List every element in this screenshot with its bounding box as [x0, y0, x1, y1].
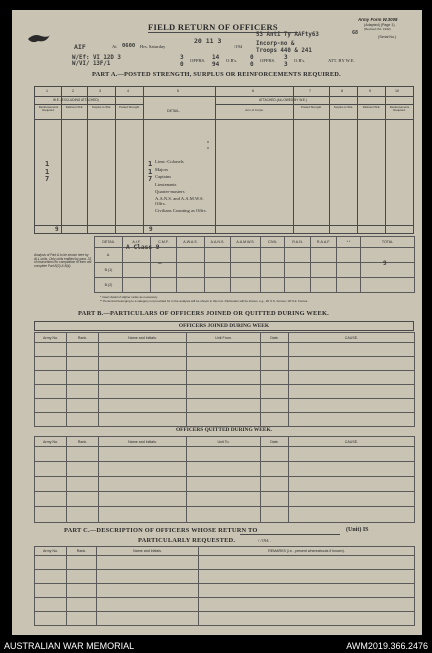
- hdr-arm: Arm of Corps.: [245, 108, 264, 112]
- ana-hdr-total: TOTAL: [361, 237, 415, 248]
- col-num-5: 5: [177, 89, 179, 93]
- col-num-2: 2: [72, 89, 74, 93]
- serial-label: (Serial No.): [378, 35, 397, 39]
- count-8: 3: [284, 61, 288, 68]
- ana-hdr-awas: A.W.A.S.: [177, 237, 205, 248]
- ana-row-a: A.: [95, 248, 123, 263]
- handwritten-serial: 68: [352, 30, 359, 36]
- unit-right-handwritten: 53 Anti Ty AAFty63: [256, 32, 319, 38]
- offrs-label: OFFRS.: [190, 58, 206, 63]
- time-handwritten: 0600: [122, 43, 136, 49]
- col1-hand-values: 1 1 7: [45, 160, 50, 184]
- ana-row-b2: B.(2): [95, 278, 123, 293]
- hdr-deficient-right: Deficient W.E.: [362, 105, 381, 109]
- form-number: Army Form W.3008: [358, 17, 398, 22]
- count-5: 0: [180, 61, 184, 68]
- hdr-reinf-right: Reinforcements Required.: [389, 105, 410, 112]
- rank-lieutenants: Lieutenants: [155, 181, 177, 187]
- quitted-hdr-cause: CAUSE.: [289, 437, 415, 447]
- ana-hdr-civil: CIVIL: [261, 237, 285, 248]
- we-handwritten: W/Ef: VI 12D 3: [72, 55, 121, 61]
- col-num-10: 10: [395, 89, 399, 93]
- footnote-1: * Insert detail of Higher ranks as necessary.: [100, 295, 158, 299]
- ana-hdr-other: * *: [337, 237, 361, 248]
- col-num-7: 7: [309, 89, 311, 93]
- ana-hdr-detail: DETAIL: [95, 237, 123, 248]
- ana-hdr-ran: R.A.N.: [285, 237, 311, 248]
- col-num-9: 9: [369, 89, 371, 93]
- rank-majors: Majors: [155, 166, 169, 172]
- hdr-posted-left: Posted Strength.: [119, 105, 140, 109]
- quitted-title: OFFICERS QUITTED DURING WEEK.: [175, 427, 273, 433]
- col-num-3: 3: [99, 89, 101, 93]
- quitted-hdr-unit: Unit To.: [187, 437, 261, 447]
- archive-footer: [0, 638, 432, 653]
- partc-hdr-name: Name and Initials.: [97, 547, 199, 556]
- col4-total: 9: [149, 226, 153, 233]
- count-3: 0: [250, 54, 254, 61]
- col-num-8: 8: [341, 89, 343, 93]
- ana-hdr-cmf: C.M.F.: [151, 237, 177, 248]
- part-c-date: / /194 .: [258, 538, 271, 543]
- col1-total: 9: [55, 226, 59, 233]
- joined-hdr-date: Date.: [261, 333, 289, 343]
- ana-hdr-aif: A.I.F.: [123, 237, 151, 248]
- hdr-surplus-right: Surplus to W.E.: [333, 105, 354, 109]
- hdr-posted-right: Posted Strength.: [301, 105, 322, 109]
- hrs-label: Hrs. Saturday: [140, 44, 166, 49]
- unit-is-label: (Unit) IS: [346, 527, 369, 533]
- analysis-note: Analysis of Part A to be shown here by ALL units. Only units entitled by para. 33 of instructions for compilation of form will complete Part B(3) & B(4).: [34, 253, 92, 268]
- incorp-handwritten: Incorp-no &: [256, 41, 295, 47]
- count-7: 0: [250, 61, 254, 68]
- joined-hdr-unit: Unit From.: [187, 333, 261, 343]
- part-c-table: [34, 546, 415, 626]
- hdr-surplus-left: Surplus to W.E.: [91, 105, 112, 109]
- col-num-1: 1: [46, 89, 48, 93]
- ana-hdr-aamws: A.A.M.W.S.: [231, 237, 261, 248]
- count-4: 3: [284, 54, 288, 61]
- footer-institution: AUSTRALIAN WAR MEMORIAL: [4, 641, 135, 651]
- part-c-requested: PARTICULARLY REQUESTED.: [138, 537, 236, 544]
- asterisk-marks: * *: [207, 141, 209, 153]
- part-b-title: PART B.—PARTICULARS OF OFFICERS JOINED OR QUITTED DURING WEEK.: [78, 310, 329, 317]
- part-a-title: PART A.—POSTED STRENGTH, SURPLUS OR REINFORCEMENTS REQUIRED.: [92, 71, 341, 78]
- quitted-hdr-date: Date.: [261, 437, 289, 447]
- date-suffix: /194: [234, 44, 243, 49]
- part-c-title: PART C.—DESCRIPTION OF OFFICERS WHOSE RETURN TO: [64, 527, 258, 534]
- ors-label: O.R's.: [226, 58, 238, 63]
- ors2-label: O.R's.: [294, 58, 306, 63]
- ana-hdr-aans: A.A.N.S.: [205, 237, 231, 248]
- rank-qm: Quarter-masters: [155, 189, 185, 195]
- count-2: 14: [212, 54, 220, 61]
- joined-hdr-rank: Rank.: [67, 333, 99, 343]
- hdr-reinf-left: Reinforcements Required.: [38, 105, 59, 112]
- ana-hdr-raaf: R.A.A.F.: [311, 237, 337, 248]
- joined-table: [34, 332, 415, 427]
- at-label: At: [112, 44, 117, 49]
- count-1: 3: [180, 54, 184, 61]
- date-handwritten: 20 11 3: [194, 37, 222, 45]
- ana-row-b1: B.(1): [95, 263, 123, 278]
- form-title: FIELD RETURN OF OFFICERS: [148, 22, 278, 32]
- document-sheet: [12, 10, 422, 635]
- footer-accession-number: AWM2019.366.2476: [346, 641, 428, 651]
- rank-lt-col: Lieut.-Colonels: [155, 159, 184, 164]
- col4-hand-values: 1 1 7: [148, 160, 153, 184]
- partc-hdr-army-no: Army No.: [35, 547, 67, 556]
- part-a-table: [34, 86, 414, 234]
- joined-hdr-name: Name and Initials.: [99, 333, 187, 343]
- analysis-handwritten: A Class 9: [126, 244, 160, 251]
- joined-title-box: [34, 321, 414, 331]
- att-label: ATT. BY W.E.: [328, 58, 355, 63]
- quitted-table: [34, 436, 415, 523]
- analysis-total: 9: [383, 260, 387, 267]
- joined-title: OFFICERS JOINED DURING WEEK: [178, 323, 270, 329]
- analysis-dash: —: [158, 260, 162, 267]
- partc-hdr-rank: Rank.: [67, 547, 97, 556]
- group-left-header: W.E. (EXCLUDING ATTACHED): [53, 98, 99, 102]
- quitted-hdr-name: Name and Initials.: [99, 437, 187, 447]
- col-num-6: 6: [252, 89, 254, 93]
- form-revised: (Revised Oct. 1942): [364, 27, 391, 31]
- footnote-2: ** Personnel belonging to a category not provided for in the analysis will be shown in this Col. Particulars will be shown, e.g., 26 U.S. Forces; 18 N.Z. Forces.: [100, 299, 309, 303]
- partc-hdr-remarks: REMARKS (i.e., present whereabouts if known).: [199, 547, 415, 556]
- ranks-list: [155, 158, 215, 213]
- detail-header: DETAIL.: [167, 109, 181, 113]
- we2-handwritten: W/VI/ 13F/1: [72, 61, 111, 67]
- joined-hdr-cause: CAUSE.: [289, 333, 415, 343]
- quitted-hdr-rank: Rank.: [67, 437, 99, 447]
- form-adapted: (Adapted) (Page 1): [364, 23, 395, 27]
- rank-aans: A.A.N.S. and A.A.M.W.S. Offrs.: [155, 195, 204, 206]
- rank-civil: Civilians Counting as Offrs.: [155, 207, 207, 213]
- ink-smudge-mark: [26, 32, 52, 46]
- hdr-deficient-left: Deficient W.E.: [65, 105, 84, 109]
- group-right-header: ATTACHED (ALLOWED BY W.E.): [259, 98, 307, 102]
- rank-captains: Captains: [155, 174, 172, 180]
- troops-handwritten: Troops 440 & 241: [256, 48, 312, 54]
- col-num-4: 4: [127, 89, 129, 93]
- unit-handwritten: AIF: [74, 43, 86, 51]
- count-6: 94: [212, 61, 220, 68]
- joined-hdr-army-no: Army No.: [35, 333, 67, 343]
- offrs2-label: OFFRS.: [260, 58, 276, 63]
- quitted-hdr-army-no: Army No.: [35, 437, 67, 447]
